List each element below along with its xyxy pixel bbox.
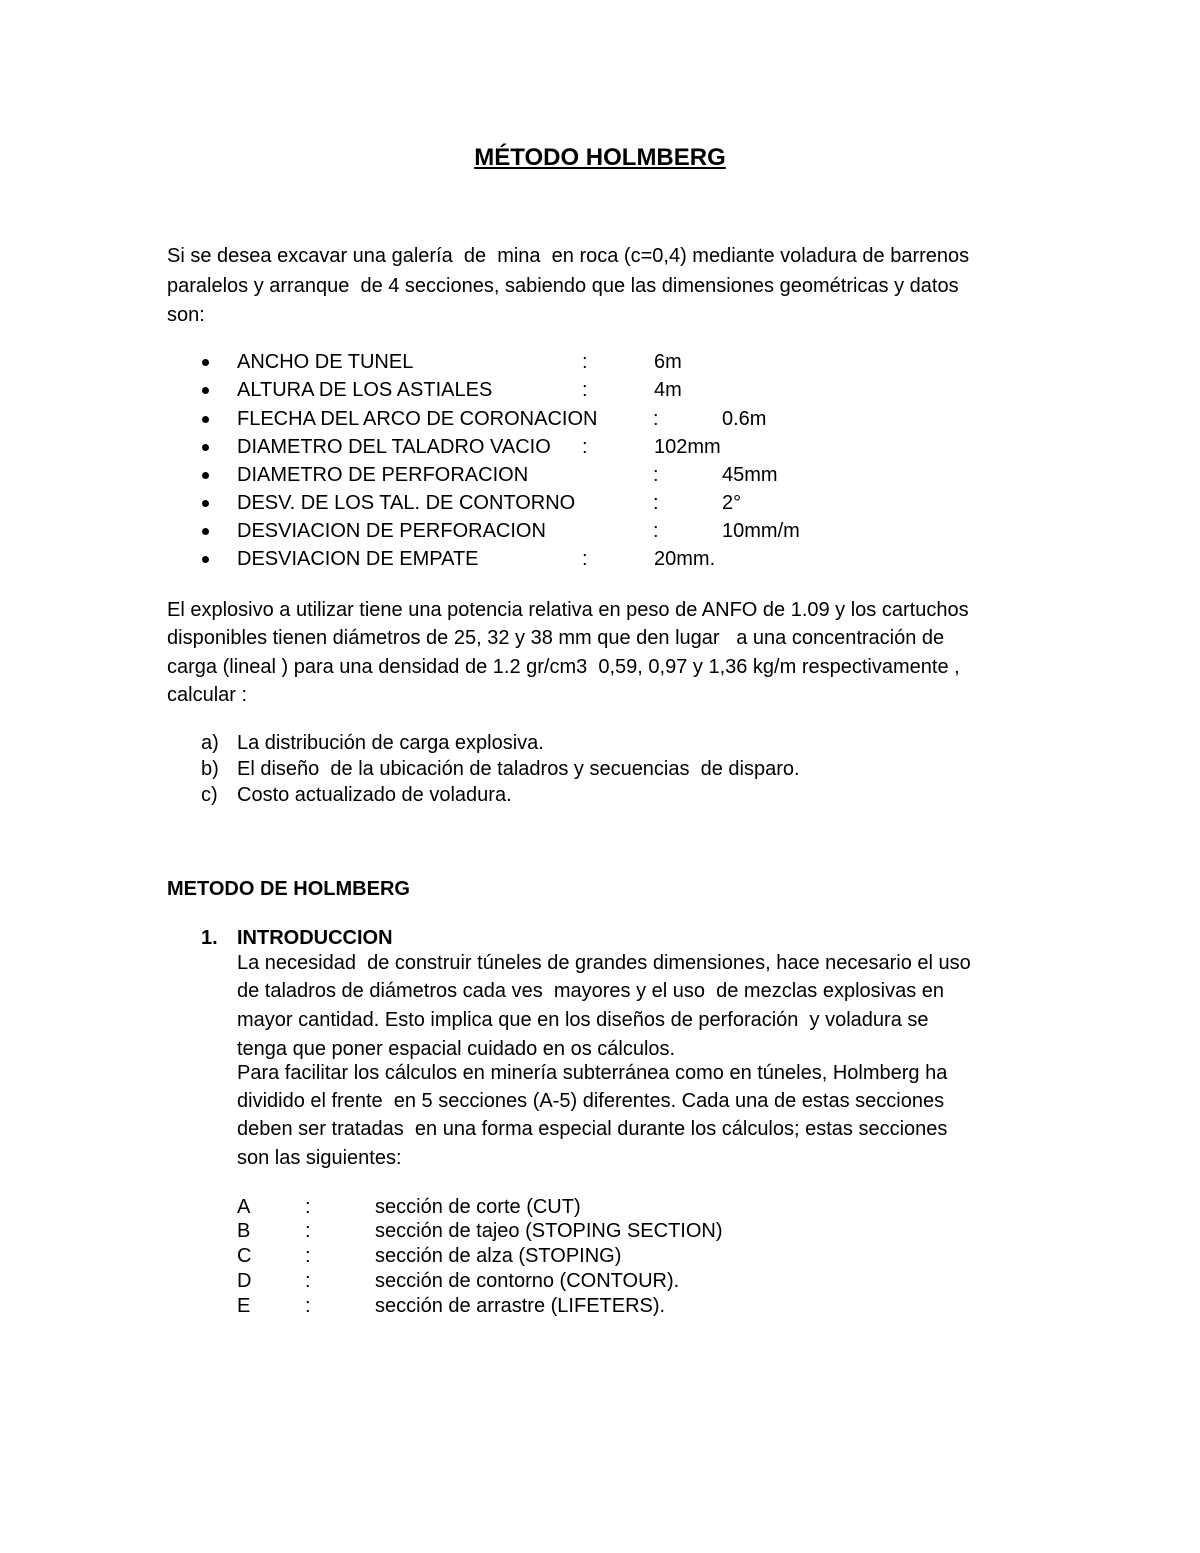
task-text: El diseño de la ubicación de taladros y secuencias de disparo. bbox=[237, 758, 800, 780]
item-colon: : bbox=[653, 492, 659, 514]
item-label: DESV. DE LOS TAL. DE CONTORNO bbox=[237, 492, 576, 514]
item-colon: : bbox=[582, 379, 588, 401]
introduction-line: son las siguientes: bbox=[237, 1147, 402, 1169]
item-label: DESVIACION DE PERFORACION bbox=[237, 520, 546, 542]
introduction-line: dividido el frente en 5 secciones (A-5) diferentes. Cada una de estas secciones bbox=[237, 1090, 945, 1112]
section-heading: METODO DE HOLMBERG bbox=[167, 878, 410, 900]
task-text: Costo actualizado de voladura. bbox=[237, 784, 512, 806]
item-label: FLECHA DEL ARCO DE CORONACION bbox=[237, 408, 598, 430]
section-text: sección de alza (STOPING) bbox=[375, 1245, 622, 1267]
item-value: 45mm bbox=[722, 464, 778, 486]
item-label: ANCHO DE TUNEL bbox=[237, 351, 414, 373]
bullet-icon bbox=[202, 387, 209, 394]
item-label: DIAMETRO DE PERFORACION bbox=[237, 464, 529, 486]
section-colon: : bbox=[305, 1196, 311, 1218]
bullet-icon bbox=[202, 528, 209, 535]
bullet-icon bbox=[202, 556, 209, 563]
section-letter: D bbox=[237, 1270, 252, 1292]
introduction-line: de taladros de diámetros cada ves mayores y el uso de mezclas explosivas en bbox=[237, 980, 945, 1002]
introduction-line: deben ser tratadas en una forma especial durante los cálculos; estas secciones bbox=[237, 1118, 948, 1140]
bullet-icon bbox=[202, 444, 209, 451]
introduction-line: tenga que poner espacial cuidado en os cálculos. bbox=[237, 1038, 676, 1060]
bullet-icon bbox=[202, 416, 209, 423]
section-letter: E bbox=[237, 1295, 251, 1317]
item-colon: : bbox=[653, 408, 659, 430]
section-text: sección de contorno (CONTOUR). bbox=[375, 1270, 680, 1292]
item-colon: : bbox=[653, 520, 659, 542]
item-label: ALTURA DE LOS ASTIALES bbox=[237, 379, 493, 401]
explosive-line: carga (lineal ) para una densidad de 1.2 gr/cm3 0,59, 0,97 y 1,36 kg/m respectivamente , bbox=[167, 656, 960, 678]
document-title: MÉTODO HOLMBERG bbox=[474, 144, 726, 171]
item-colon: : bbox=[582, 436, 588, 458]
item-colon: : bbox=[582, 351, 588, 373]
item-value: 0.6m bbox=[722, 408, 767, 430]
section-letter: B bbox=[237, 1220, 251, 1242]
section-colon: : bbox=[305, 1295, 311, 1317]
introduction-line: mayor cantidad. Esto implica que en los diseños de perforación y voladura se bbox=[237, 1009, 929, 1031]
section-letter: A bbox=[237, 1196, 251, 1218]
explosive-line: disponibles tienen diámetros de 25, 32 y 38 mm que den lugar a una concentración de bbox=[167, 627, 945, 649]
item-value: 6m bbox=[654, 351, 682, 373]
introduction-heading: INTRODUCCION bbox=[237, 927, 393, 949]
item-label: DIAMETRO DEL TALADRO VACIO bbox=[237, 436, 551, 458]
item-value: 2° bbox=[722, 492, 742, 514]
section-colon: : bbox=[305, 1245, 311, 1267]
task-marker: a) bbox=[201, 732, 219, 754]
bullet-icon bbox=[202, 472, 209, 479]
task-marker: b) bbox=[201, 758, 219, 780]
explosive-line: calcular : bbox=[167, 684, 248, 706]
item-value: 10mm/m bbox=[722, 520, 800, 542]
item-value: 102mm bbox=[654, 436, 721, 458]
section-number: 1. bbox=[201, 927, 218, 949]
intro-line: paralelos y arranque de 4 secciones, sabiendo que las dimensiones geométricas y datos bbox=[167, 275, 959, 297]
section-text: sección de arrastre (LIFETERS). bbox=[375, 1295, 666, 1317]
item-value: 20mm. bbox=[654, 548, 716, 570]
introduction-line: La necesidad de construir túneles de grandes dimensiones, hace necesario el uso bbox=[237, 952, 971, 974]
item-colon: : bbox=[582, 548, 588, 570]
introduction-line: Para facilitar los cálculos en minería subterránea como en túneles, Holmberg ha bbox=[237, 1062, 948, 1084]
item-label: DESVIACION DE EMPATE bbox=[237, 548, 479, 570]
task-marker: c) bbox=[201, 784, 218, 806]
section-letter: C bbox=[237, 1245, 252, 1267]
section-text: sección de tajeo (STOPING SECTION) bbox=[375, 1220, 723, 1242]
section-text: sección de corte (CUT) bbox=[375, 1196, 581, 1218]
explosive-line: El explosivo a utilizar tiene una potencia relativa en peso de ANFO de 1.09 y los cartuchos bbox=[167, 599, 969, 621]
item-value: 4m bbox=[654, 379, 682, 401]
intro-line: Si se desea excavar una galería de mina en roca (c=0,4) mediante voladura de barrenos bbox=[167, 245, 970, 267]
bullet-icon bbox=[202, 500, 209, 507]
intro-line: son: bbox=[167, 304, 205, 326]
bullet-icon bbox=[202, 359, 209, 366]
section-colon: : bbox=[305, 1220, 311, 1242]
task-text: La distribución de carga explosiva. bbox=[237, 732, 544, 754]
section-colon: : bbox=[305, 1270, 311, 1292]
item-colon: : bbox=[653, 464, 659, 486]
